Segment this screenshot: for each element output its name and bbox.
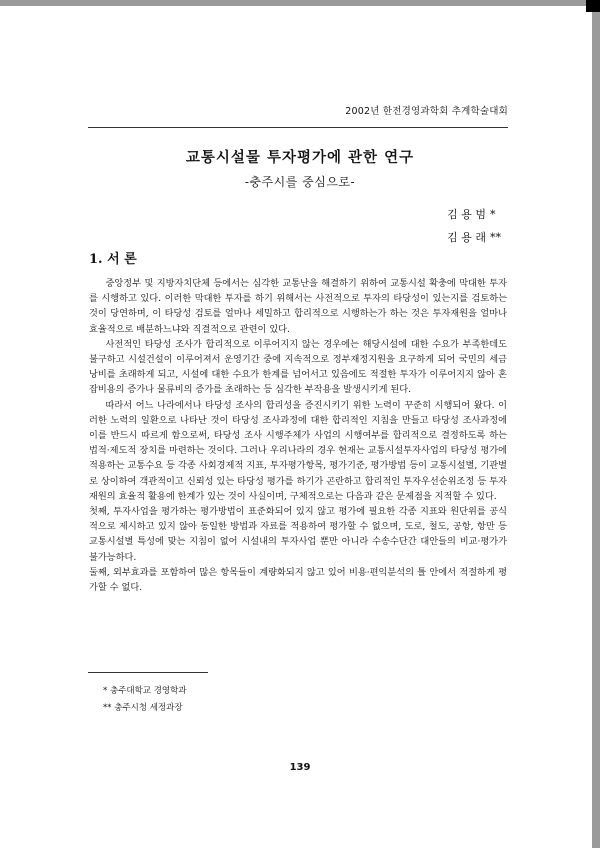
paragraph-1: 중앙정부 및 지방자치단체 등에서는 심각한 교통난을 해결하기 위하여 교통시설 확충에 막대한 투자를 시행하고 있다. 이러한 막대한 투자를 하기 위해서는 사전적으로 투자의 타당성이 있는지를 검토하는 것이 당연하며, 이 타당성 검토를 얼마나 세밀하고 합리적으로 시행하는가 하는 것은 투자재원을 얼마나 효율적으로 배분하느냐와 직결적으로 관련이 있다. xyxy=(89,278,507,335)
paragraph-3: 따라서 어느 나라에서나 타당성 조사의 합리성을 증진시키기 위한 노력이 꾸준히 시행되어 왔다. 이러한 노력의 일환으로 나타난 것이 타당성 조사과정에 대한 합리적인 지침을 만들고 타당성 조사과정에 이를 반드시 따르게 함으로써, 타당성 조사 시행주체가 사업의 시행여부를 합리적으로 결정하도록 하는 법적·제도적 장치를 마련하는 것이다. 그러나 우리나라의 경우 현재는 교통시설투자사업의 타당성 평가에 적용하는 교통수요 등 각종 사회경제적 지표, 투자평가항목, 평가기준, 평가방법 등이 교통시설별, 기관별로 상이하여 객관적이고 신뢰성 있는 타당성 평가를 하기가 곤란하고 합리적인 투자우선순위조정 등 투자재원의 효율적 활용에 한계가 있는 것이 사실이며, 구체적으로는 다음과 같은 문제점을 지적할 수 있다. xyxy=(89,399,507,502)
author-affiliation-mark: ** xyxy=(490,231,501,244)
page-number: 139 xyxy=(289,762,311,773)
running-head: 2002년 한전경영과학회 추계학술대회 xyxy=(345,106,508,117)
paragraph-5: 둘째, 외부효과를 포함하여 많은 항목들이 계량화되지 않고 있어 비용·편익분석의 틀 안에서 적절하게 평가할 수 없다. xyxy=(89,566,507,594)
paper-subtitle: -충주시를 중심으로- xyxy=(244,175,356,189)
footnote-rule xyxy=(88,672,208,673)
header-rule xyxy=(88,127,508,128)
author-name: 김 용 범 xyxy=(447,208,486,221)
author-name: 김 용 래 xyxy=(447,231,486,244)
paragraph-4: 첫째, 투자사업을 평가하는 평가방법이 표준화되어 있지 않고 평가에 필요한 각종 지표와 원단위를 공식적으로 제시하고 있지 않아 동일한 방법과 자료를 적용하여 평가할 수 없으며, 도로, 철도, 공항, 항만 등 교통시설별 특성에 맞는 지침이 없어 시설내의 투자사업 뿐만 아니라 수송수단간 대안들의 비교·평가가 불가능하다. xyxy=(89,506,507,563)
scan-corner-mark xyxy=(586,0,600,12)
footnote-1: * 충주대학교 경영학과 xyxy=(103,686,187,696)
section-heading: 1. 서 론 xyxy=(89,252,137,267)
paragraph-2: 사전적인 타당성 조사가 합리적으로 이루어지지 않는 경우에는 해당시설에 대한 수요가 부족한데도 불구하고 시설건설이 이루어져서 운영기간 중에 지속적으로 정부재정지원을 요구하게 되어 국민의 세금낭비를 초래하게 되고, 시설에 대한 수요가 한계를 넘어서고 있음에도 적절한 투자가 이루어지지 않아 혼잡비용의 증가나 물류비의 증가를 초래하는 등 심각한 부작용을 발생시키게 된다. xyxy=(89,338,507,396)
author-1 xyxy=(447,206,508,222)
body-text xyxy=(89,276,507,595)
author-2 xyxy=(447,229,508,245)
scan-border-right xyxy=(592,0,600,848)
footnote-2: ** 충주시청 세정과장 xyxy=(103,703,183,713)
author-affiliation-mark: * xyxy=(490,208,496,221)
scan-border-top xyxy=(0,0,600,6)
paper-title: 교통시설물 투자평가에 관한 연구 xyxy=(185,149,415,166)
